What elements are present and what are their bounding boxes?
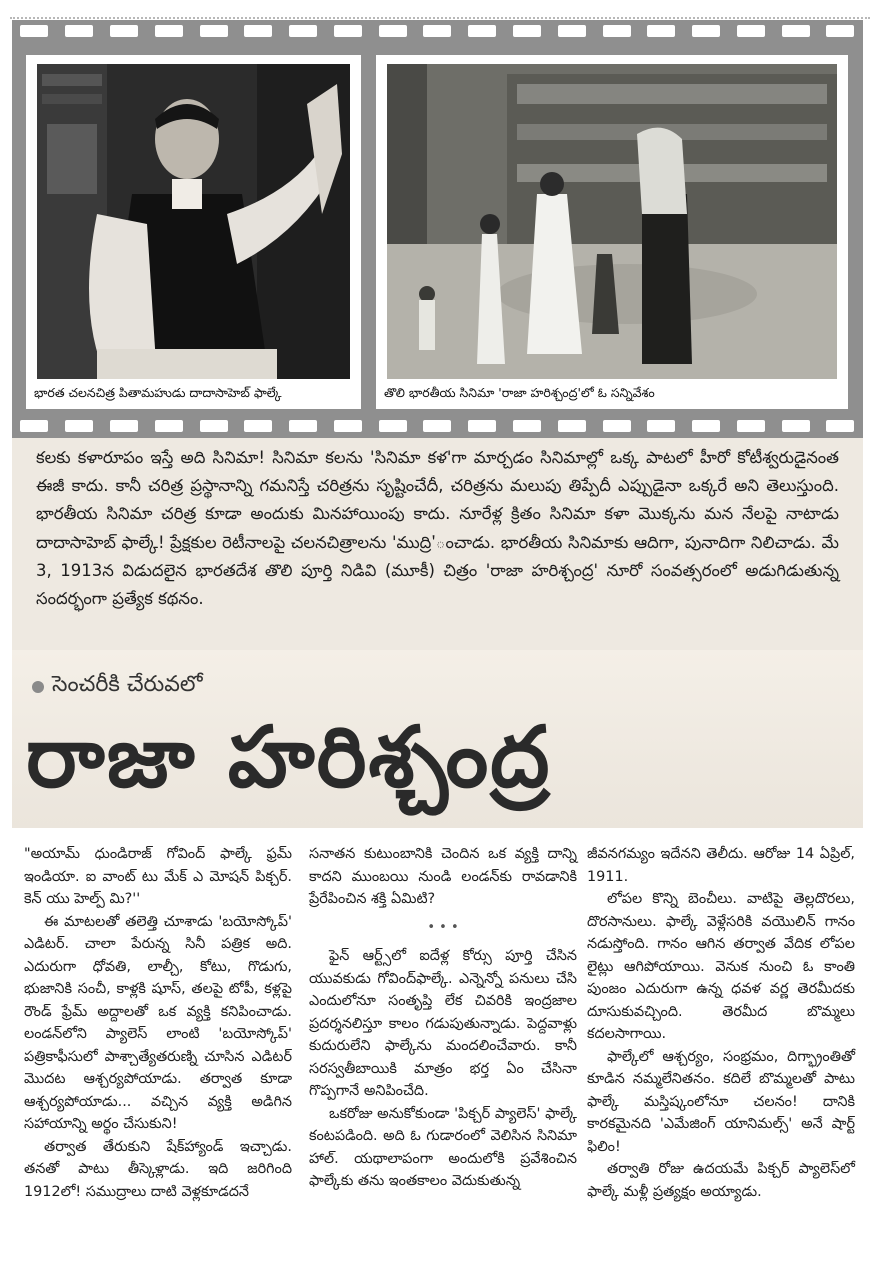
film-sprockets-bottom [12, 420, 863, 434]
paragraph: "అయామ్ ధుండిరాజ్ గోవింద్ ఫాల్కే ఫ్రమ్ ఇండియా. ఐ వాంట్ టు మేక్ ఎ మోషన్ పిక్చర్. కెన్ యు హెల్ప్ మి?'' [24, 846, 292, 907]
headline-section [12, 650, 863, 828]
article-body [12, 843, 863, 1263]
top-dotted-divider [10, 17, 870, 19]
paragraph: జీవనగమ్యం ఇదేనని తెలీదు. ఆరోజు 14 ఏప్రిల్, 1911. [587, 846, 855, 885]
kicker-text: సెంచరీకి చేరువలో [52, 672, 203, 697]
paragraph: తర్వాత తేరుకుని షేక్‌హ్యాండ్ ఇచ్చాడు. తనతో పాటు తీస్కెళ్లాడు. ఇది జరిగింది 1912లో! సముద్రాలు దాటి వెళ్లకూడదనే [24, 1138, 292, 1200]
bullet-icon [32, 681, 44, 693]
scene-photo-caption: తొలి భారతీయ సినిమా 'రాజా హరిశ్చంద్ర'లో ఓ సన్నివేశం [384, 385, 655, 400]
article-column-1 [24, 843, 292, 1203]
film-strip [12, 20, 863, 438]
paragraph: సనాతన కుటుంబానికి చెందిన ఒక వ్యక్తి దాన్ని కాదని ముంబయి నుండి లండన్‌కు రావడానికి ప్రేరేపించిన శక్తి ఏమిటి? [309, 846, 577, 907]
kicker [32, 672, 203, 702]
section-separator: • • • [427, 919, 459, 935]
raja-harishchandra-scene-photo [387, 64, 837, 379]
article-column-3 [587, 843, 855, 1203]
phalke-portrait-photo [37, 64, 350, 379]
photo-frame-phalke [26, 55, 361, 409]
paragraph: ఫైన్ ఆర్ట్స్‌లో ఐదేళ్ల కోర్సు పూర్తి చేసిన యువకుడు గోవింద్‌ఫాల్కే. ఎన్నెన్నో పనులు చేసి ఎందులోనూ సంతృప్తి లేక చివరికి ఇంద్రజాల ప్రదర్శనలిస్తూ కాలం గడుపుతున్నాడు. పెద్దవాళ్లు కుదురులేని ఫాల్కేను మందలించేవారు. కానీ సరస్వతీబాయికి మాత్రం భర్త ఏం చేసినా గొప్పగానే అనిపించేది. [309, 948, 577, 1099]
intro-paragraph: కలకు కళారూపం ఇస్తే అది సినిమా! సినిమా కలను 'సినిమా కళ'గా మార్చడం సినిమాల్లో ఒక్క పాటలో హీరో కోటీశ్వరుడైనంత ఈజీ కాదు. కానీ చరిత్ర ప్రస్థానాన్ని గమనిస్తే చరిత్రను సృష్టించేదీ, చరిత్రను మలుపు తిప్పేదీ ఎప్పుడైనా ఒక్కరే అని తెలుస్తుంది. భారతీయ సినిమా చరిత్ర కూడా అందుకు మినహాయింపు కాదు. నూరేళ్ల క్రితం సినిమా కళా మొక్కను మన నేలపై నాటాడు దాదాసాహెబ్ ఫాల్కే! ప్రేక్షకుల రెటీనాలపై చలనచిత్రాలను 'ముద్రి'ంచాడు. భారతీయ సినిమాకు ఆదిగా, పునాదిగా నిలిచాడు. మే 3, 1913న విడుదలైన భారతదేశ తొలి పూర్తి నిడివి (మూకీ) చిత్రం 'రాజా హరిశ్చంద్ర' నూరో సంవత్సరంలో అడుగిడుతున్న సందర్భంగా ప్రత్యేక కథనం. [36, 448, 839, 609]
headline: రాజా హరిశ్చంద్ర [26, 708, 552, 806]
photo-frame-scene [376, 55, 848, 409]
film-sprockets-top [12, 25, 863, 39]
paragraph: తర్వాతి రోజు ఉదయమే పిక్చర్ ప్యాలెస్‌లో ఫాల్కే మళ్లీ ప్రత్యక్షం అయ్యాడు. [587, 1161, 855, 1200]
phalke-photo-caption: భారత చలనచిత్ర పితామహుడు దాదాసాహెబ్ ఫాల్కే [34, 385, 282, 400]
paragraph: ఈ మాటలతో తలెత్తి చూశాడు 'బయోస్కోప్' ఎడిటర్. చాలా పేరున్న సినీ పత్రిక అది. ఎదురుగా ధోవతి, లాల్చీ, కోటు, గొడుగు, భుజానికి సంచీ, కాళ్లకి షూస్, తలపై టోపీ, కళ్లపై రౌండ్ ఫ్రేమ్ అద్దాలతో ఒక వ్యక్తి కనిపించాడు. లండన్‌లోని ప్యాలెస్ లాంటి 'బయోస్కోప్' పత్రికాఫీసులో పాశ్చాత్యేతరుణ్ని చూసిన ఎడిటర్ మొదట ఆశ్చర్యపోయాడు. తర్వాత కూడా ఆశ్చర్యపోయాడు... వచ్చిన వ్యక్తి అడిగిన సహాయాన్ని అర్థం చేసుకుని! [24, 913, 292, 1132]
paragraph: ఫాల్కేలో ఆశ్చర్యం, సంభ్రమం, దిగ్భ్రాంతితో కూడిన నమ్మలేనితనం. కదిలే బొమ్మలతో పాటు ఫాల్కే మస్తిష్కంలోనూ చలనం! దానికి కారకమైనది 'ఎమేజింగ్ యానిమల్స్' అనే షార్ట్ ఫిలిం! [587, 1048, 855, 1155]
paragraph: ఒకరోజు అనుకోకుండా 'పిక్చర్ ప్యాలెస్' ఫాల్కే కంటపడింది. అది ఓ గుడారంలో వెలిసిన సినిమా హాల్. యథాలాపంగా అందులోకి ప్రవేశించిన ఫాల్కేకు తను ఇంతకాలం వెదుకుతున్న [309, 1105, 577, 1189]
article-column-2 [309, 843, 577, 1193]
intro-section [12, 438, 863, 650]
paragraph: లోపల కొన్ని బెంచీలు. వాటిపై తెల్లదొరలు, దొరసానులు. ఫాల్కే వెళ్లేసరికి వయొలిన్ గానం నడుస్తోంది. గానం ఆగిన తర్వాత వేదిక లోపల లైట్లు ఆగిపోయాయి. వెనుక నుంచి ఓ కాంతి పుంజం ఎదురుగా ఉన్న ధవళ వర్ణ తెరమీదకు దూసుకువచ్చింది. తెరమీద బొమ్మలు కదలసాగాయి. [587, 891, 855, 1042]
